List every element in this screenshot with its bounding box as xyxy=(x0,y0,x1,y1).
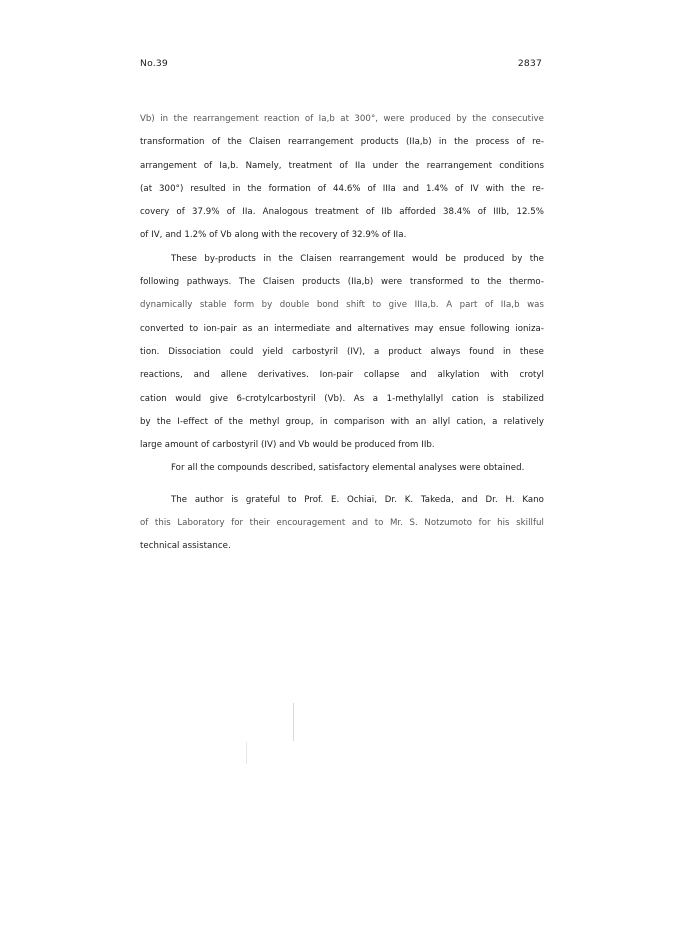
text-line: For all the compounds described, satisfactory elemental analyses were obtained. xyxy=(171,463,525,474)
text-line: cation would give 6-crotylcarbostyril (Vb). As a 1-methylallyl cation is stabilized xyxy=(140,393,544,404)
text-line: converted to ion-pair as an intermediate and alternatives may ensue following ioniza- xyxy=(140,323,544,334)
text-line: arrangement of Ia,b. Namely, treatment of IIa under the rearrangement conditions xyxy=(140,160,544,171)
text-line: These by-products in the Claisen rearrangement would be produced by the xyxy=(171,253,544,264)
text-line: (at 300°) resulted in the formation of 44.6% of IIIa and 1.4% of IV with the re- xyxy=(140,183,544,194)
text-line: transformation of the Claisen rearrangement products (IIa,b) in the process of re- xyxy=(140,137,544,148)
text-line: Vb) in the rearrangement reaction of Ia,b at 300°, were produced by the consecutive xyxy=(140,114,544,124)
paragraph-byproducts xyxy=(140,248,544,458)
text-line: reactions, and allene derivatives. Ion-pair collapse and alkylation with crotyl xyxy=(140,370,544,381)
text-line: dynamically stable form by double bond shift to give IIIa,b. A part of IIa,b was xyxy=(140,300,544,311)
text-line: large amount of carbostyril (IV) and Vb would be produced from IIb. xyxy=(140,440,435,451)
scan-artifact-line xyxy=(246,742,247,764)
text-line: of this Laboratory for their encouragement and to Mr. S. Notzumoto for his skillful xyxy=(140,518,544,529)
paragraph-analyses xyxy=(140,457,544,480)
page-header xyxy=(140,58,542,72)
text-line: The author is grateful to Prof. E. Ochiai, Dr. K. Takeda, and Dr. H. Kano xyxy=(171,494,544,505)
text-line: by the I-effect of the methyl group, in comparison with an allyl cation, a relatively xyxy=(140,416,544,427)
text-line: following pathways. The Claisen products (IIa,b) were transformed to the thermo- xyxy=(140,277,544,288)
article-body xyxy=(140,108,544,559)
text-line: tion. Dissociation could yield carbostyril (IV), a product always found in these xyxy=(140,346,544,357)
page-number: 2837 xyxy=(517,58,542,69)
text-line: of IV, and 1.2% of Vb along with the recovery of 32.9% of IIa. xyxy=(140,230,407,241)
journal-number: No.39 xyxy=(140,58,168,69)
paragraph-continuation xyxy=(140,108,544,248)
scan-artifact-line xyxy=(293,703,294,741)
text-line: technical assistance. xyxy=(140,541,231,552)
text-line: covery of 37.9% of IIa. Analogous treatment of IIb afforded 38.4% of IIIb, 12.5% xyxy=(140,207,544,218)
paragraph-gap xyxy=(140,481,544,489)
acknowledgement xyxy=(140,489,544,559)
